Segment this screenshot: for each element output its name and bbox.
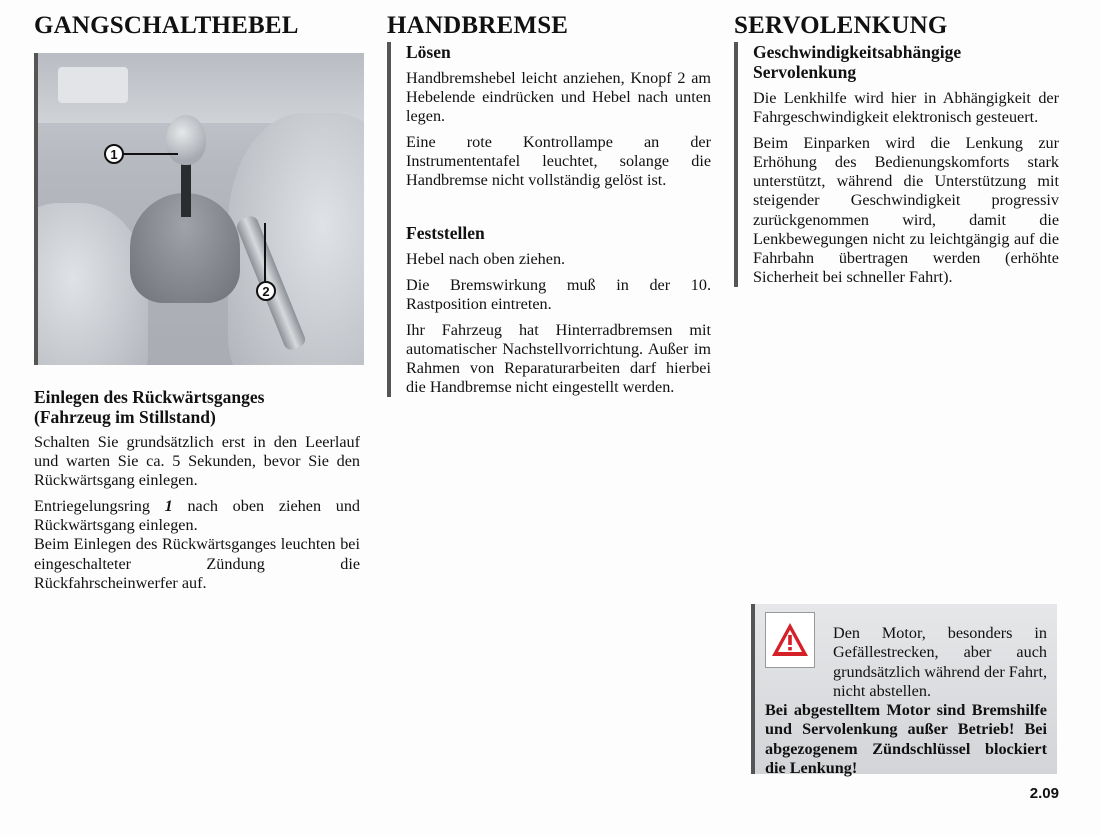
column-handbrake	[387, 0, 711, 404]
callout-line-2	[264, 223, 266, 283]
paragraph-pull-up: Hebel nach oben ziehen.	[406, 249, 566, 268]
paragraph-release-ring	[34, 497, 360, 535]
warning-text-normal: Den Motor, besonders in Gefällestrecken, aber auch grundsätzlich während der Fahrt, nicht abstellen.	[833, 624, 1047, 700]
text-fragment: nach oben ziehen und Rückwärtsgang einlegen.	[34, 497, 361, 535]
paragraph-warning-lamp: Eine rote Kontrollampe an der Instrumententafel leuchtet, solange die Handbremse nicht vollständig gelöst ist.	[406, 133, 711, 190]
section-title-power-steering: SERVOLENKUNG	[734, 12, 948, 39]
console-panel	[58, 67, 128, 103]
paragraph-idle-wait: Schalten Sie grundsätzlich erst in den Leerlauf und warten Sie ca. 5 Sekunden, bevor Sie den Rückwärtsgang einlegen.	[34, 433, 360, 490]
gear-knob	[166, 115, 206, 165]
column-gearshift	[34, 0, 360, 600]
callout-2: 2	[256, 281, 276, 301]
reverse-gear-heading-2: (Fahrzeug im Stillstand)	[34, 407, 216, 427]
page-number: 2.09	[1029, 785, 1059, 802]
section-title-handbrake: HANDBREMSE	[387, 12, 569, 39]
callout-1: 1	[104, 144, 124, 164]
paragraph-notch: Die Bremswirkung muß in der 10. Rastposition eintreten.	[406, 275, 711, 313]
warning-text-bold: Bei abgestelltem Motor sind Bremshilfe und Servolenkung außer Betrieb! Bei abgezogenem Zündschlüssel blockiert die Lenkung!	[765, 701, 1047, 778]
section-title-gearshift: GANGSCHALTHEBEL	[34, 12, 299, 39]
warning-box	[751, 604, 1057, 778]
warning-triangle-svg	[770, 621, 810, 659]
gearshift-photo	[34, 53, 364, 365]
left-seat	[34, 203, 148, 365]
callout-line-1	[122, 153, 178, 155]
heading-release: Lösen	[406, 42, 451, 62]
reverse-gear-heading-1: Einlegen des Rückwärtsganges	[34, 387, 265, 407]
paragraph-reverse-lights: Beim Einlegen des Rückwärtsganges leuchten bei eingeschalteter Zündung die Rückfahrscheinwerfer auf.	[34, 535, 360, 592]
warning-triangle-icon	[765, 612, 815, 668]
paragraph-parking-assist: Beim Einparken wird die Lenkung zur Erhöhung des Bedienungskomforts stark unterstützt, während die Unterstützung mit steigender Geschwindigkeit progressiv zurückgenommen wird, damit die Lenkbewegungen nicht zu leichtgängig auf die Fahrbahn übertragen werden (erhöhte Sicherheit bei schneller Fahrt).	[753, 134, 1059, 286]
paragraph-rear-brakes: Ihr Fahrzeug hat Hinterradbremsen mit automatischer Nachstellvorrichtung. Außer im Rahmen von Reparaturarbeiten darf hierbei die Handbremse nicht eingestellt werden.	[406, 320, 711, 397]
handbrake-content	[387, 42, 711, 397]
text-fragment: Entriegelungsring	[34, 497, 165, 516]
column-power-steering	[734, 0, 1061, 294]
reverse-gear-section	[34, 387, 360, 593]
ref-number: 1	[164, 497, 173, 516]
gear-stick	[181, 157, 191, 217]
paragraph-release-steps: Handbremshebel leicht anziehen, Knopf 2 am Hebelende eindrücken und Hebel nach unten legen.	[406, 69, 711, 126]
power-steering-content	[734, 42, 1059, 287]
heading-apply: Feststellen	[406, 222, 485, 243]
heading-speed-dependent: Geschwindigkeitsabhängige Servolenkung	[753, 42, 962, 82]
paragraph-electronic-control: Die Lenkhilfe wird hier in Abhängigkeit der Fahrgeschwindigkeit elektronisch gesteuert.	[753, 89, 1059, 127]
